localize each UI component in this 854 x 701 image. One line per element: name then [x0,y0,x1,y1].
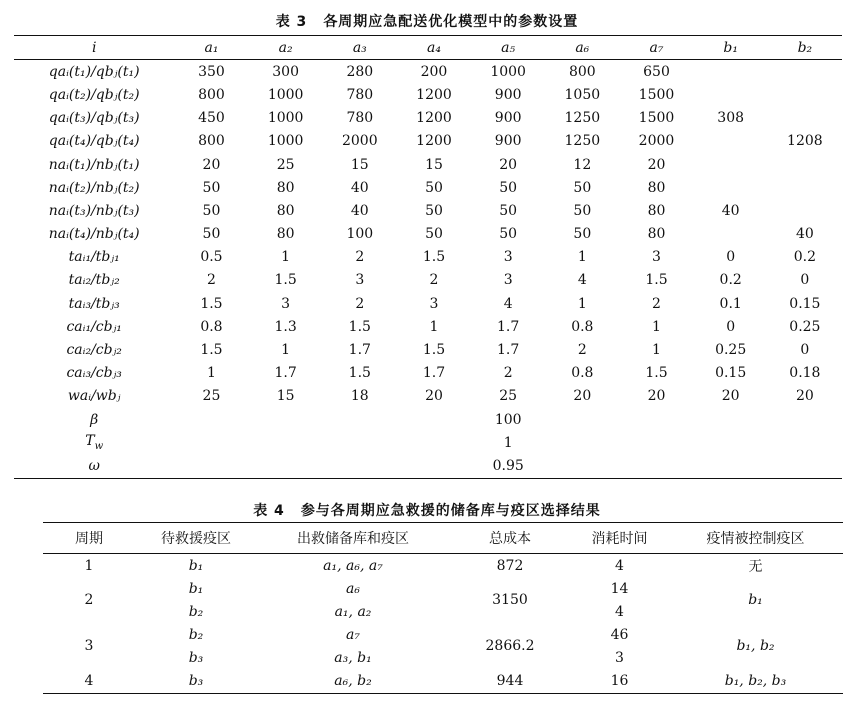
table-cell: 1250 [564,133,601,150]
table-cell: 20 [425,388,443,405]
table-cell: 1.5 [645,272,668,289]
table-cell: 1050 [564,86,601,103]
header-cell: a₃ [323,36,397,60]
table-cell: 0.8 [571,318,594,335]
param-value: 1 [503,434,513,451]
table-row [14,83,842,106]
row-label: naᵢ(t₁)/nbⱼ(t₁) [48,156,140,173]
table-cell: 2000 [341,133,378,150]
param-value: 0.95 [492,457,524,474]
depots-cell: a₆, b₂ [334,673,372,689]
table-cell: 1250 [564,110,601,127]
table-cell: 18 [350,388,369,405]
table-cell: 1.5 [422,342,446,359]
period-cell: 2 [84,592,94,608]
depots-cell: a₁, a₂ [334,603,372,620]
table-cell: 1.7 [497,318,520,335]
selection-result-table [43,522,843,694]
table-row [14,107,842,130]
time-cell: 46 [610,626,629,643]
controlled-cell: b₁, b₂ [736,638,775,654]
header-cell: i [14,36,174,60]
table-cell: 0.5 [200,249,223,266]
table-row [14,246,842,269]
table-cell: 200 [420,63,448,80]
header-cell: a₅ [471,36,545,60]
table-cell: 0.8 [200,318,223,335]
table-cell: 20 [647,156,666,173]
table-cell: 50 [499,202,518,219]
table-cell: 1.5 [274,272,297,289]
param-value: 100 [494,411,522,428]
param-row [14,408,842,431]
time-cell: 3 [615,649,624,666]
cost-cell: 3150 [492,592,528,608]
table-cell: 15 [425,156,443,173]
table-cell: 1 [652,342,661,359]
table4-header-row [43,523,843,554]
table-row [14,269,842,292]
table-cell: 1000 [267,86,304,103]
table-cell: 3 [281,295,291,312]
header-cell: a₁ [174,36,248,60]
table-cell: 1.5 [348,318,371,335]
time-cell: 4 [615,603,624,620]
zone-cell: b₃ [188,673,204,689]
header-cost: 总成本 [449,523,571,554]
table-row [43,577,843,600]
header-controlled: 疫情被控制疫区 [668,523,843,554]
table-cell: 1.7 [348,342,371,359]
table-cell: 0 [800,342,810,359]
row-label: qaᵢ(t₃)/qbⱼ(t₃) [48,110,140,127]
table-cell: 0 [726,249,736,266]
table4-body [43,554,843,694]
table-cell: 1.5 [200,295,223,312]
period-cell: 1 [84,557,94,574]
table-cell: 50 [202,226,221,243]
table-cell: 2 [652,295,661,312]
row-label: qaᵢ(t₂)/qbⱼ(t₂) [48,86,140,103]
param-label: β [90,411,99,428]
depots-cell: a₃, b₁ [334,649,372,666]
table-cell: 0 [726,318,736,335]
table-cell: 2 [503,365,513,382]
table-cell: 4 [503,295,513,312]
table4-caption [0,500,854,520]
table-cell: 1 [577,249,587,266]
table-cell: 20 [795,388,814,405]
zone-cell: b₂ [188,626,204,643]
zone-cell: b₁ [188,557,204,574]
table-cell: 0.15 [715,365,747,382]
table-cell: 0.8 [571,365,594,382]
table-cell: 80 [647,179,666,196]
table-cell: 0 [800,272,810,289]
depots-cell: a₁, a₆, a₇ [323,557,383,574]
table-cell: 2 [355,249,365,266]
table-row [14,176,842,199]
table-cell: 15 [350,156,369,173]
table-cell: 25 [276,156,295,173]
time-cell: 16 [610,673,629,689]
table-cell [694,223,768,246]
table-cell: 1.5 [200,342,223,359]
table-cell [768,83,842,106]
table-cell: 80 [647,202,666,219]
table-cell: 80 [276,202,295,219]
table-cell: 1208 [787,133,823,150]
table-cell: 20 [721,388,740,405]
header-cell: a₆ [545,36,619,60]
table-cell: 1 [429,318,439,335]
row-label: taᵢ₃/tbⱼ₃ [68,295,120,312]
table3-body [14,60,842,478]
table-cell: 2 [429,272,439,289]
table-cell [694,176,768,199]
table-cell [768,176,842,199]
header-cell: a₄ [397,36,471,60]
zone-cell: b₂ [188,603,204,620]
table-cell: 1500 [638,86,675,103]
table-cell: 2000 [638,133,675,150]
header-time: 消耗时间 [571,523,668,554]
row-label: waᵢ/wbⱼ [67,388,121,405]
table-cell: 1000 [267,110,304,127]
table-cell: 20 [499,156,518,173]
table-cell: 50 [425,226,443,243]
time-cell: 14 [610,580,629,597]
table-cell: 20 [573,388,592,405]
table3-title: 各周期应急配送优化模型中的参数设置 [323,14,579,30]
header-zone: 待救援疫区 [135,523,257,554]
table-cell: 40 [795,226,814,243]
row-label: qaᵢ(t₁)/qbⱼ(t₁) [48,63,140,80]
table-cell: 1200 [416,86,452,103]
table-cell: 900 [494,86,522,103]
table-row [14,199,842,222]
table-cell: 1 [281,249,291,266]
table-cell [694,60,768,84]
table-cell: 450 [198,110,225,127]
table4-title: 参与各周期应急救援的储备库与疫区选择结果 [300,503,601,519]
table-cell: 280 [346,63,374,80]
table-cell: 1 [281,342,291,359]
table-cell: 20 [202,156,221,173]
table-cell: 0.2 [793,249,816,266]
header-cell: a₇ [619,36,693,60]
table-cell: 3 [429,295,439,312]
table-row [43,554,843,578]
row-label: caᵢ₂/cbⱼ₂ [66,342,122,359]
table-cell: 1 [577,295,587,312]
table-cell: 1.3 [274,318,297,335]
table-cell: 900 [494,133,522,150]
row-label: taᵢ₂/tbⱼ₂ [68,272,120,289]
header-cell: a₂ [249,36,323,60]
table-cell: 1200 [416,133,452,150]
table-cell: 0.1 [719,295,742,312]
table-cell: 1 [652,318,661,335]
table-cell: 300 [272,63,299,80]
table-cell [694,153,768,176]
controlled-cell: b₁ [748,592,763,608]
zone-cell: b₃ [188,649,204,666]
time-cell: 4 [615,557,624,574]
header-cell: b₂ [768,36,842,60]
header-depots: 出救储备库和疫区 [257,523,449,554]
depots-cell: a₆ [346,580,360,597]
table3-header-row [14,36,842,60]
period-cell: 3 [84,638,94,654]
table4-label: 表 4 [253,503,285,519]
header-cell: b₁ [694,36,768,60]
table-cell: 80 [647,226,666,243]
table-cell: 1.5 [422,249,446,266]
table-cell: 2 [355,295,365,312]
table-cell: 50 [425,202,443,219]
table-cell: 80 [276,226,295,243]
table-cell: 780 [346,110,374,127]
table-cell: 1200 [416,110,452,127]
table-row [14,292,842,315]
table-cell: 40 [350,202,369,219]
table-cell: 1000 [490,63,526,80]
table-cell: 350 [198,63,225,80]
table-cell: 800 [198,86,225,103]
table-cell: 4 [577,272,587,289]
table-cell: 25 [202,388,221,405]
table-cell: 50 [573,179,592,196]
param-row [14,431,842,454]
table-cell: 1.7 [422,365,446,382]
row-label: caᵢ₁/cbⱼ₁ [66,318,122,335]
table-cell: 50 [202,179,221,196]
table-cell: 1.5 [348,365,371,382]
table-row [14,315,842,338]
cost-cell: 872 [496,557,524,574]
table3-label: 表 3 [275,14,308,30]
row-label: qaᵢ(t₄)/qbⱼ(t₄) [48,133,140,150]
table-cell: 80 [276,179,295,196]
table-row [14,362,842,385]
cost-cell: 2866.2 [485,638,535,654]
parameter-table [14,35,842,479]
param-row [14,454,842,478]
cost-cell: 944 [496,673,524,689]
table-cell: 650 [643,63,670,80]
table-cell: 50 [499,179,518,196]
table-cell: 800 [568,63,596,80]
table-cell: 900 [494,110,522,127]
table-cell: 0.15 [789,295,821,312]
table-cell [694,130,768,153]
table-cell: 50 [573,226,592,243]
table-cell: 0.18 [789,365,821,382]
table-cell: 1.7 [497,342,520,359]
table-cell: 2 [577,342,587,359]
table-cell: 100 [346,226,374,243]
row-label: caᵢ₃/cbⱼ₃ [66,365,122,382]
param-label: $T_w$ [85,433,104,453]
depots-cell: a₇ [346,626,360,643]
table-cell: 3 [355,272,365,289]
table-cell: 3 [503,249,513,266]
row-label: taᵢ₁/tbⱼ₁ [68,249,120,266]
table-cell: 0.25 [789,318,821,335]
table-cell: 20 [647,388,666,405]
table-cell: 1.7 [274,365,297,382]
table-cell [768,199,842,222]
table-cell: 308 [717,110,745,127]
table3-caption [0,11,854,31]
table-cell: 50 [202,202,221,219]
table-cell [694,83,768,106]
table-row [43,669,843,694]
zone-cell: b₁ [188,580,204,597]
table-cell: 25 [499,388,518,405]
table-cell: 1500 [638,110,675,127]
table-row [14,223,842,246]
table-cell: 0.2 [719,272,742,289]
table-cell [768,60,842,84]
table-row [14,153,842,176]
table-cell: 40 [350,179,369,196]
row-label: naᵢ(t₄)/nbⱼ(t₄) [48,226,140,243]
row-label: naᵢ(t₂)/nbⱼ(t₂) [48,179,140,196]
table-cell: 1000 [267,133,304,150]
controlled-cell: 无 [748,558,763,575]
table-row [14,60,842,84]
table-row [43,623,843,646]
table-cell: 50 [425,179,443,196]
table-cell [768,107,842,130]
table-cell: 3 [652,249,661,266]
period-cell: 4 [84,673,94,689]
table-row [14,385,842,408]
row-label: naᵢ(t₃)/nbⱼ(t₃) [48,202,140,219]
table-row [14,338,842,361]
table-cell [768,153,842,176]
table-cell: 0.25 [715,342,747,359]
table-cell: 800 [198,133,225,150]
table-cell: 12 [573,156,592,173]
param-label: ω [88,457,100,474]
header-period: 周期 [43,523,135,554]
table-cell: 15 [276,388,295,405]
table-cell: 2 [207,272,216,289]
table-cell: 780 [346,86,374,103]
table-cell: 50 [499,226,518,243]
table-cell: 40 [721,202,740,219]
table-cell: 50 [573,202,592,219]
table-cell: 1 [207,365,216,382]
table-cell: 3 [503,272,513,289]
controlled-cell: b₁, b₂, b₃ [724,673,787,689]
table-row [14,130,842,153]
table-cell: 1.5 [645,365,668,382]
